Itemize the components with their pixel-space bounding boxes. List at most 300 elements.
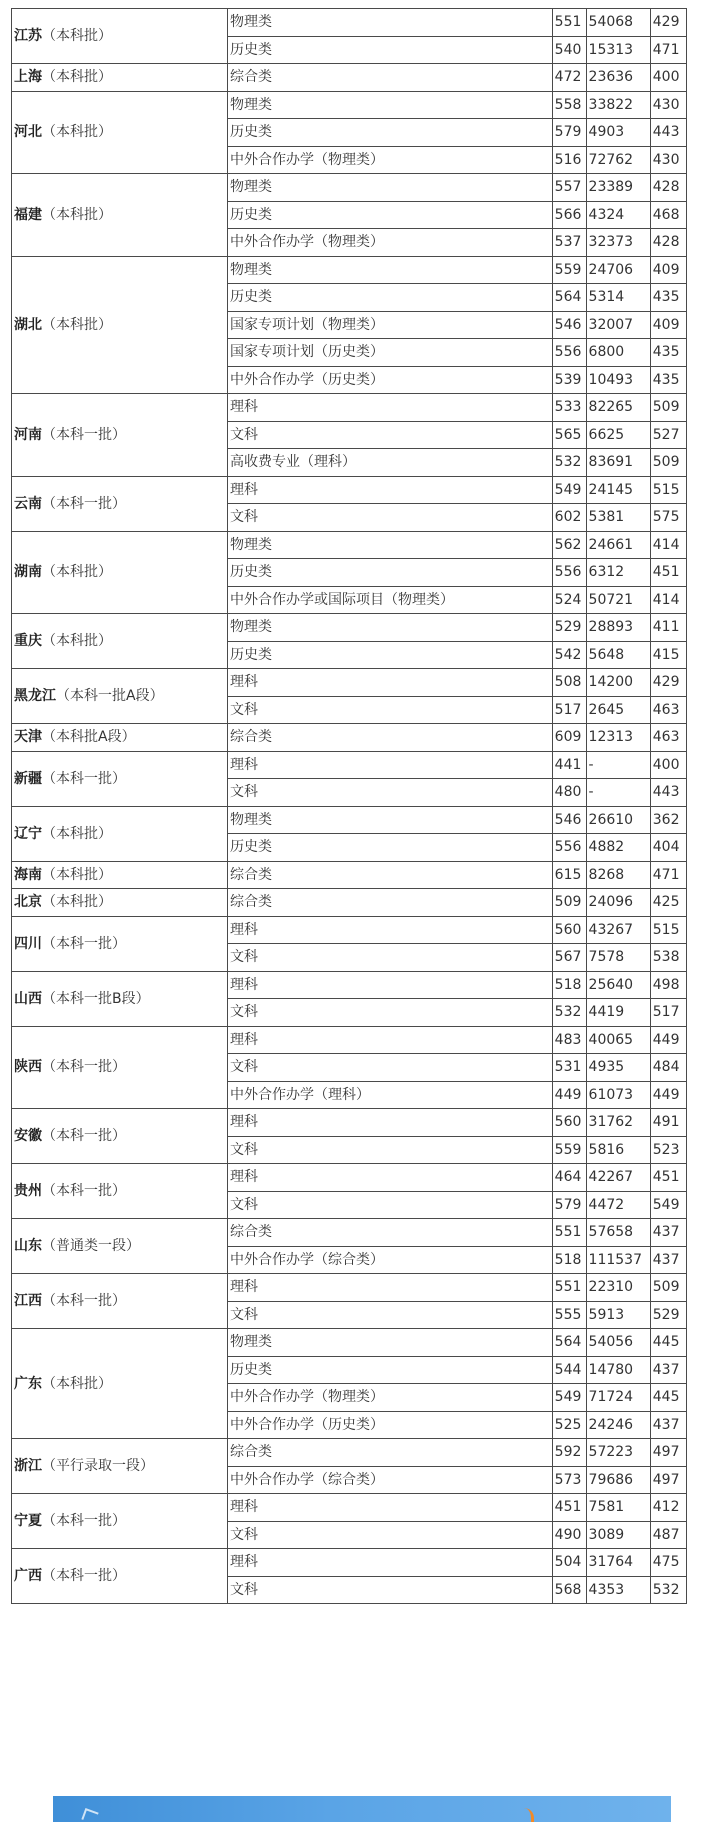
- score-cell: 546: [552, 806, 586, 834]
- score-cell: 542: [552, 641, 586, 669]
- rank-cell: 31762: [586, 1109, 650, 1137]
- rank-cell: 40065: [586, 1026, 650, 1054]
- score-cell: 549: [552, 476, 586, 504]
- control-line-cell: 449: [650, 1026, 686, 1054]
- batch-label: （本科一批）: [42, 495, 126, 512]
- table-row: [12, 889, 687, 917]
- rank-cell: 5381: [586, 504, 650, 532]
- category-cell: 历史类: [228, 559, 553, 587]
- category-cell: 文科: [228, 944, 553, 972]
- province-name: 天津: [14, 729, 42, 746]
- category-cell: 中外合作办学（历史类）: [228, 1411, 553, 1439]
- batch-label: （本科批A段）: [42, 729, 136, 746]
- score-cell: 566: [552, 201, 586, 229]
- rank-cell: 8268: [586, 861, 650, 889]
- banner-decoration-right: [523, 1808, 534, 1822]
- control-line-cell: 409: [650, 311, 686, 339]
- score-cell: 567: [552, 944, 586, 972]
- batch-label: （本科批）: [42, 633, 112, 649]
- rank-cell: 2645: [586, 696, 650, 724]
- rank-cell: 54068: [586, 9, 650, 37]
- batch-label: （本科批）: [42, 206, 112, 223]
- control-line-cell: 437: [650, 1356, 686, 1384]
- province-name: 新疆: [14, 770, 42, 787]
- rank-cell: 6800: [586, 339, 650, 367]
- bottom-banner-image: [53, 1796, 671, 1822]
- rank-cell: 7581: [586, 1494, 650, 1522]
- score-cell: 564: [552, 1329, 586, 1357]
- table-row: [12, 256, 687, 284]
- score-cell: 449: [552, 1081, 586, 1109]
- province-cell: [12, 256, 228, 394]
- control-line-cell: 471: [650, 36, 686, 64]
- score-cell: 560: [552, 916, 586, 944]
- category-cell: 中外合作办学（理科）: [228, 1081, 553, 1109]
- category-cell: 历史类: [228, 201, 553, 229]
- score-cell: 483: [552, 1026, 586, 1054]
- batch-label: （本科一批）: [42, 770, 126, 787]
- batch-label: （本科一批A段）: [56, 688, 164, 704]
- control-line-cell: 523: [650, 1136, 686, 1164]
- category-cell: 文科: [228, 1191, 553, 1219]
- province-name: 福建: [14, 206, 42, 223]
- category-cell: 理科: [228, 1164, 553, 1192]
- category-cell: 高收费专业（理科）: [228, 449, 553, 477]
- category-cell: 国家专项计划（物理类）: [228, 311, 553, 339]
- rank-cell: 50721: [586, 586, 650, 614]
- control-line-cell: 463: [650, 696, 686, 724]
- batch-label: （本科批）: [42, 866, 112, 883]
- rank-cell: 43267: [586, 916, 650, 944]
- table-row: [12, 614, 687, 642]
- province-name: 湖北: [14, 316, 42, 333]
- category-cell: 理科: [228, 916, 553, 944]
- province-name: 广东: [14, 1375, 42, 1392]
- rank-cell: 14780: [586, 1356, 650, 1384]
- province-name: 江西: [14, 1293, 42, 1309]
- score-cell: 559: [552, 256, 586, 284]
- score-cell: 532: [552, 449, 586, 477]
- admission-score-table: [11, 8, 687, 1604]
- control-line-cell: 484: [650, 1054, 686, 1082]
- category-cell: 历史类: [228, 284, 553, 312]
- rank-cell: 82265: [586, 394, 650, 422]
- rank-cell: 5816: [586, 1136, 650, 1164]
- control-line-cell: 471: [650, 861, 686, 889]
- rank-cell: 4419: [586, 999, 650, 1027]
- score-cell: 556: [552, 559, 586, 587]
- category-cell: 物理类: [228, 806, 553, 834]
- table-row: [12, 1164, 687, 1192]
- control-line-cell: 414: [650, 531, 686, 559]
- control-line-cell: 437: [650, 1246, 686, 1274]
- rank-cell: 24661: [586, 531, 650, 559]
- province-name: 河北: [14, 124, 42, 141]
- table-row: [12, 476, 687, 504]
- province-cell: [12, 394, 228, 477]
- category-cell: 历史类: [228, 36, 553, 64]
- batch-label: （本科一批）: [42, 1059, 126, 1076]
- control-line-cell: 509: [650, 449, 686, 477]
- rank-cell: 24145: [586, 476, 650, 504]
- control-line-cell: 538: [650, 944, 686, 972]
- category-cell: 文科: [228, 504, 553, 532]
- category-cell: 物理类: [228, 1329, 553, 1357]
- province-name: 安徽: [14, 1128, 42, 1144]
- score-cell: 592: [552, 1439, 586, 1467]
- control-line-cell: 497: [650, 1466, 686, 1494]
- control-line-cell: 549: [650, 1191, 686, 1219]
- table-row: [12, 724, 687, 752]
- control-line-cell: 515: [650, 916, 686, 944]
- score-cell: 525: [552, 1411, 586, 1439]
- province-name: 浙江: [14, 1458, 42, 1474]
- control-line-cell: 527: [650, 421, 686, 449]
- score-cell: 518: [552, 1246, 586, 1274]
- batch-label: （本科批）: [42, 1375, 112, 1392]
- province-cell: [12, 64, 228, 92]
- score-cell: 546: [552, 311, 586, 339]
- province-cell: [12, 1549, 228, 1604]
- rank-cell: 25640: [586, 971, 650, 999]
- province-name: 重庆: [14, 633, 42, 649]
- batch-label: （本科一批）: [42, 1293, 126, 1309]
- province-name: 四川: [14, 935, 42, 952]
- table-row: [12, 751, 687, 779]
- control-line-cell: 430: [650, 91, 686, 119]
- control-line-cell: 445: [650, 1384, 686, 1412]
- score-cell: 560: [552, 1109, 586, 1137]
- table-row: [12, 9, 687, 37]
- rank-cell: 4903: [586, 119, 650, 147]
- province-cell: [12, 1329, 228, 1439]
- rank-cell: 32373: [586, 229, 650, 257]
- rank-cell: 4472: [586, 1191, 650, 1219]
- rank-cell: 54056: [586, 1329, 650, 1357]
- control-line-cell: 487: [650, 1521, 686, 1549]
- province-cell: [12, 1219, 228, 1274]
- batch-label: （本科一批）: [42, 1568, 126, 1584]
- score-cell: 532: [552, 999, 586, 1027]
- control-line-cell: 497: [650, 1439, 686, 1467]
- control-line-cell: 428: [650, 229, 686, 257]
- province-name: 黑龙江: [14, 688, 56, 704]
- banner-decoration-left: [81, 1808, 98, 1822]
- control-line-cell: 435: [650, 339, 686, 367]
- category-cell: 历史类: [228, 119, 553, 147]
- control-line-cell: 404: [650, 834, 686, 862]
- batch-label: （普通类一段）: [42, 1238, 140, 1254]
- rank-cell: 57223: [586, 1439, 650, 1467]
- category-cell: 理科: [228, 1026, 553, 1054]
- table-row: [12, 669, 687, 697]
- table-row: [12, 1329, 687, 1357]
- category-cell: 综合类: [228, 1439, 553, 1467]
- category-cell: 综合类: [228, 64, 553, 92]
- batch-label: （本科批）: [42, 316, 112, 333]
- table-row: [12, 1026, 687, 1054]
- score-cell: 537: [552, 229, 586, 257]
- province-cell: [12, 1026, 228, 1109]
- rank-cell: 71724: [586, 1384, 650, 1412]
- batch-label: （本科一批）: [42, 935, 126, 952]
- category-cell: 综合类: [228, 889, 553, 917]
- control-line-cell: 443: [650, 779, 686, 807]
- province-cell: [12, 889, 228, 917]
- category-cell: 综合类: [228, 1219, 553, 1247]
- score-cell: 602: [552, 504, 586, 532]
- province-cell: [12, 1109, 228, 1164]
- category-cell: 中外合作办学或国际项目（物理类）: [228, 586, 553, 614]
- control-line-cell: 509: [650, 1274, 686, 1302]
- score-cell: 551: [552, 9, 586, 37]
- control-line-cell: 429: [650, 669, 686, 697]
- control-line-cell: 468: [650, 201, 686, 229]
- score-cell: 464: [552, 1164, 586, 1192]
- control-line-cell: 437: [650, 1219, 686, 1247]
- rank-cell: 4324: [586, 201, 650, 229]
- score-cell: 565: [552, 421, 586, 449]
- rank-cell: 22310: [586, 1274, 650, 1302]
- province-cell: [12, 91, 228, 174]
- control-line-cell: 475: [650, 1549, 686, 1577]
- category-cell: 中外合作办学（物理类）: [228, 1384, 553, 1412]
- score-cell: 564: [552, 284, 586, 312]
- batch-label: （本科批）: [42, 28, 112, 44]
- control-line-cell: 509: [650, 394, 686, 422]
- batch-label: （本科一批）: [42, 1183, 126, 1199]
- table-row: [12, 1439, 687, 1467]
- score-cell: 518: [552, 971, 586, 999]
- category-cell: 物理类: [228, 91, 553, 119]
- batch-label: （本科一批）: [42, 1128, 126, 1144]
- category-cell: 文科: [228, 1521, 553, 1549]
- control-line-cell: 443: [650, 119, 686, 147]
- table-row: [12, 806, 687, 834]
- rank-cell: 3089: [586, 1521, 650, 1549]
- control-line-cell: 575: [650, 504, 686, 532]
- control-line-cell: 491: [650, 1109, 686, 1137]
- control-line-cell: 412: [650, 1494, 686, 1522]
- control-line-cell: 400: [650, 64, 686, 92]
- category-cell: 综合类: [228, 861, 553, 889]
- rank-cell: 4935: [586, 1054, 650, 1082]
- category-cell: 历史类: [228, 641, 553, 669]
- batch-label: （本科一批）: [42, 1513, 126, 1529]
- control-line-cell: 362: [650, 806, 686, 834]
- batch-label: （本科批）: [42, 825, 112, 842]
- rank-cell: 5314: [586, 284, 650, 312]
- control-line-cell: 400: [650, 751, 686, 779]
- category-cell: 历史类: [228, 834, 553, 862]
- control-line-cell: 425: [650, 889, 686, 917]
- control-line-cell: 435: [650, 366, 686, 394]
- batch-label: （本科批）: [42, 124, 112, 141]
- score-cell: 555: [552, 1301, 586, 1329]
- rank-cell: 33822: [586, 91, 650, 119]
- batch-label: （平行录取一段）: [42, 1458, 154, 1474]
- score-cell: 480: [552, 779, 586, 807]
- category-cell: 文科: [228, 1054, 553, 1082]
- score-cell: 490: [552, 1521, 586, 1549]
- table-row: [12, 916, 687, 944]
- score-cell: 579: [552, 1191, 586, 1219]
- rank-cell: 4882: [586, 834, 650, 862]
- category-cell: 文科: [228, 1136, 553, 1164]
- score-cell: 544: [552, 1356, 586, 1384]
- control-line-cell: 428: [650, 174, 686, 202]
- rank-cell: 83691: [586, 449, 650, 477]
- province-cell: [12, 971, 228, 1026]
- score-cell: 579: [552, 119, 586, 147]
- category-cell: 物理类: [228, 614, 553, 642]
- province-cell: [12, 751, 228, 806]
- table-row: [12, 1219, 687, 1247]
- category-cell: 文科: [228, 696, 553, 724]
- province-name: 贵州: [14, 1183, 42, 1199]
- province-cell: [12, 1494, 228, 1549]
- category-cell: 理科: [228, 1494, 553, 1522]
- category-cell: 理科: [228, 394, 553, 422]
- control-line-cell: 415: [650, 641, 686, 669]
- category-cell: 国家专项计划（历史类）: [228, 339, 553, 367]
- category-cell: 理科: [228, 971, 553, 999]
- province-cell: [12, 1164, 228, 1219]
- category-cell: 物理类: [228, 9, 553, 37]
- score-cell: 549: [552, 1384, 586, 1412]
- rank-cell: 42267: [586, 1164, 650, 1192]
- province-name: 山东: [14, 1238, 42, 1254]
- rank-cell: 15313: [586, 36, 650, 64]
- province-cell: [12, 9, 228, 64]
- score-cell: 539: [552, 366, 586, 394]
- score-cell: 551: [552, 1274, 586, 1302]
- control-line-cell: 515: [650, 476, 686, 504]
- score-cell: 615: [552, 861, 586, 889]
- score-cell: 573: [552, 1466, 586, 1494]
- score-cell: 551: [552, 1219, 586, 1247]
- rank-cell: 7578: [586, 944, 650, 972]
- score-cell: 516: [552, 146, 586, 174]
- rank-cell: 14200: [586, 669, 650, 697]
- rank-cell: 24096: [586, 889, 650, 917]
- score-cell: 509: [552, 889, 586, 917]
- rank-cell: 57658: [586, 1219, 650, 1247]
- province-cell: [12, 614, 228, 669]
- score-cell: 531: [552, 1054, 586, 1082]
- rank-cell: 6625: [586, 421, 650, 449]
- score-cell: 557: [552, 174, 586, 202]
- table-row: [12, 971, 687, 999]
- control-line-cell: 451: [650, 1164, 686, 1192]
- category-cell: 理科: [228, 1549, 553, 1577]
- table-row: [12, 394, 687, 422]
- category-cell: 理科: [228, 476, 553, 504]
- rank-cell: 111537: [586, 1246, 650, 1274]
- province-name: 陕西: [14, 1059, 42, 1076]
- table-row: [12, 1109, 687, 1137]
- category-cell: 理科: [228, 669, 553, 697]
- category-cell: 文科: [228, 1301, 553, 1329]
- province-cell: [12, 724, 228, 752]
- batch-label: （本科批）: [42, 894, 112, 911]
- rank-cell: 6312: [586, 559, 650, 587]
- province-cell: [12, 1274, 228, 1329]
- control-line-cell: 463: [650, 724, 686, 752]
- province-name: 广西: [14, 1568, 42, 1584]
- score-cell: 556: [552, 834, 586, 862]
- province-name: 江苏: [14, 28, 42, 44]
- category-cell: 文科: [228, 1576, 553, 1604]
- table-row: [12, 1274, 687, 1302]
- category-cell: 理科: [228, 1109, 553, 1137]
- control-line-cell: 437: [650, 1411, 686, 1439]
- rank-cell: 28893: [586, 614, 650, 642]
- province-cell: [12, 476, 228, 531]
- rank-cell: -: [586, 751, 650, 779]
- control-line-cell: 532: [650, 1576, 686, 1604]
- score-cell: 558: [552, 91, 586, 119]
- category-cell: 中外合作办学（综合类）: [228, 1246, 553, 1274]
- rank-cell: 5648: [586, 641, 650, 669]
- rank-cell: 31764: [586, 1549, 650, 1577]
- table-row: [12, 531, 687, 559]
- rank-cell: 72762: [586, 146, 650, 174]
- province-name: 辽宁: [14, 825, 42, 842]
- category-cell: 物理类: [228, 531, 553, 559]
- score-cell: 559: [552, 1136, 586, 1164]
- rank-cell: 10493: [586, 366, 650, 394]
- score-cell: 562: [552, 531, 586, 559]
- batch-label: （本科一批）: [42, 426, 126, 443]
- score-cell: 441: [552, 751, 586, 779]
- batch-label: （本科批）: [42, 69, 112, 86]
- province-name: 云南: [14, 495, 42, 512]
- rank-cell: 5913: [586, 1301, 650, 1329]
- province-name: 海南: [14, 866, 42, 883]
- control-line-cell: 451: [650, 559, 686, 587]
- category-cell: 中外合作办学（物理类）: [228, 146, 553, 174]
- rank-cell: 32007: [586, 311, 650, 339]
- batch-label: （本科一批B段）: [42, 990, 150, 1007]
- batch-label: （本科批）: [42, 564, 112, 581]
- control-line-cell: 445: [650, 1329, 686, 1357]
- score-cell: 533: [552, 394, 586, 422]
- province-name: 上海: [14, 69, 42, 86]
- table-row: [12, 861, 687, 889]
- province-name: 北京: [14, 894, 42, 911]
- province-name: 山西: [14, 990, 42, 1007]
- control-line-cell: 517: [650, 999, 686, 1027]
- category-cell: 理科: [228, 1274, 553, 1302]
- control-line-cell: 498: [650, 971, 686, 999]
- control-line-cell: 449: [650, 1081, 686, 1109]
- score-cell: 517: [552, 696, 586, 724]
- category-cell: 文科: [228, 421, 553, 449]
- score-cell: 508: [552, 669, 586, 697]
- score-table-body: [12, 9, 687, 1604]
- table-row: [12, 91, 687, 119]
- control-line-cell: 529: [650, 1301, 686, 1329]
- category-cell: 文科: [228, 999, 553, 1027]
- rank-cell: 61073: [586, 1081, 650, 1109]
- score-cell: 504: [552, 1549, 586, 1577]
- category-cell: 中外合作办学（物理类）: [228, 229, 553, 257]
- rank-cell: -: [586, 779, 650, 807]
- category-cell: 物理类: [228, 174, 553, 202]
- control-line-cell: 435: [650, 284, 686, 312]
- score-cell: 472: [552, 64, 586, 92]
